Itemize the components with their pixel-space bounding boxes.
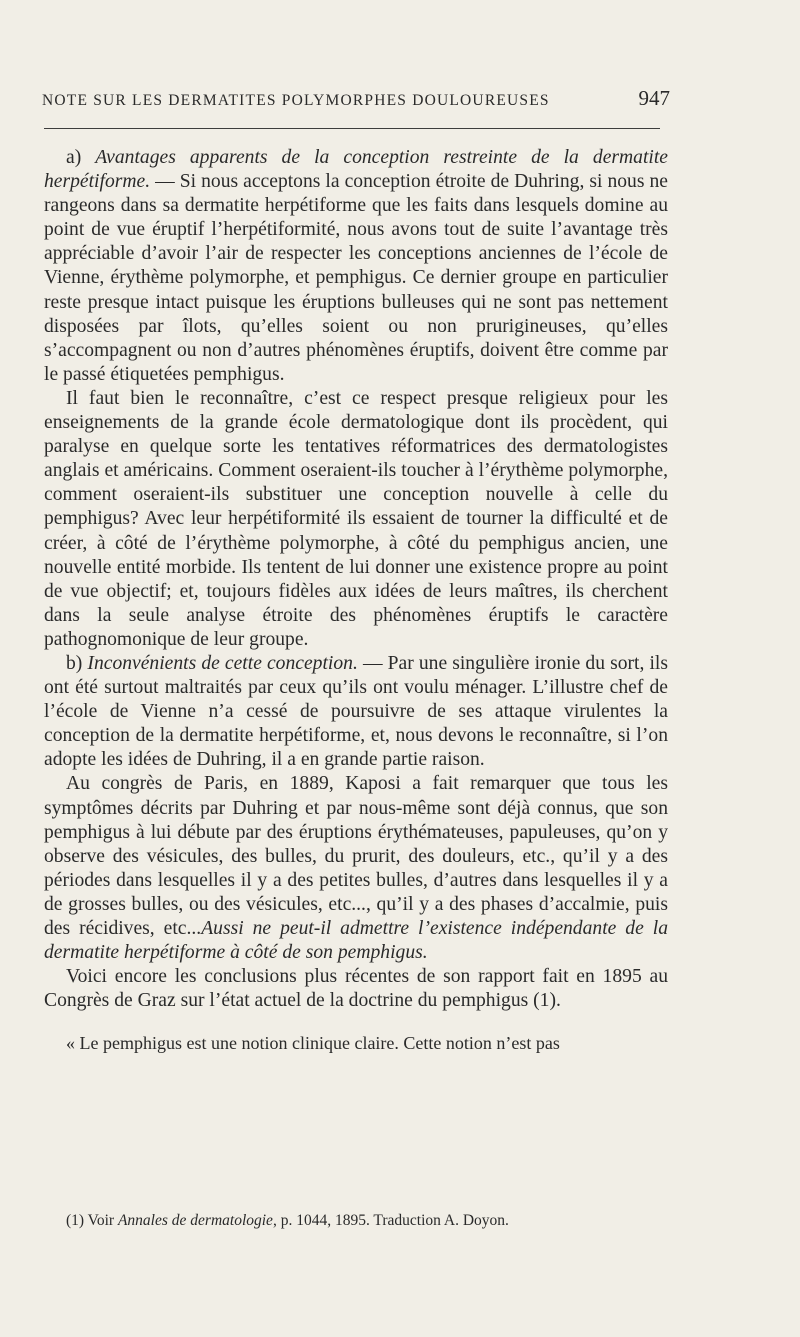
page-number: 947 bbox=[638, 86, 670, 110]
quotation: « Le pemphigus est une notion clinique claire. Cette notion n’est pas bbox=[66, 1033, 560, 1054]
footnote bbox=[66, 1212, 666, 1230]
paragraph-text: Il faut bien le reconnaître, c’est ce respect presque religieux pour les enseignements de la grande école dermatologique dont ils procèdent, qui paralyse en quelque sorte les tentatives réformatrices des dermatologistes anglais et américains. Comment oseraient-ils toucher à l’érythème polymorphe, comment oseraient-ils substituer une conception nouvelle à celle du pemphigus? Avec leur herpétiformité ils essaient de tourner la difficulté et de créer, à côté de l’érythème polymorphe, à côté du pemphigus ancien, une nouvelle entité morbide. Ils tentent de lui donner une existence propre au point de vue objectif; et, toujours fidèles aux idées de leurs maîtres, ils cherchent dans la seule analyse étroite des phénomènes éruptifs le caractère pathognomonique de leur groupe. bbox=[44, 387, 668, 650]
page-header bbox=[42, 86, 670, 111]
paragraph-italic-tail: Aussi ne peut-il admettre l’existence indépendante de la dermatite herpétiforme à côté de son pemphigus. bbox=[44, 918, 668, 964]
paragraph-graz bbox=[44, 965, 668, 1013]
paragraph-text: Voici encore les conclusions plus récentes de son rapport fait en 1895 au Congrès de Graz sur l’état actuel de la doctrine du pemphigus (1). bbox=[44, 966, 668, 1012]
section-heading-b: Inconvénients de cette conception. bbox=[87, 652, 358, 674]
paragraph-congres-paris bbox=[44, 772, 668, 965]
running-title: NOTE SUR LES DERMATITES POLYMORPHES DOULOUREUSES bbox=[42, 92, 550, 109]
paragraph-lead: b) bbox=[66, 652, 88, 674]
paragraph-text: Au congrès de Paris, en 1889, Kaposi a fait remarquer que tous les symptômes décrits par Duhring et par nous-même sont déjà connus, que son pemphigus à lui débute par des éruptions érythémateuses, papuleuses, qu’on y observe des vésicules, des bulles, du prurit, des douleurs, etc., qu’il y a des périodes dans lesquelles il y a des petites bulles, d’autres dans lesquelles il y a de grosses bulles, ou des vésicules, etc..., qu’il y a des phases d’accalmie, puis des récidives, etc... bbox=[44, 773, 668, 939]
paragraph-text: — Si nous acceptons la conception étroite de Duhring, si nous ne rangeons dans sa dermatite herpétiforme que les faits dans lesquels domine au point de vue éruptif l’herpétiformité, nous avons tout de suite l’avantage très appréciable d’avoir l’air de respecter les conceptions anciennes de l’école de Vienne, érythème polymorphe, et pemphigus. Ce dernier groupe en particulier reste presque intact puisque les éruptions bulleuses qui ne sont pas nettement disposées par îlots, qu’elles soient ou non prurigineuses, qu’elles s’accompagnent ou non d’autres phénomènes éruptifs, doivent être comme par le passé étiquetées pemphigus. bbox=[44, 171, 668, 385]
section-heading-a: Avantages apparents de la conception restreinte de la dermatite herpétiforme. bbox=[44, 147, 668, 193]
header-rule bbox=[44, 128, 660, 129]
footnote-rest: , p. 1044, 1895. Traduction A. Doyon. bbox=[272, 1212, 509, 1229]
paragraph-advantages bbox=[44, 146, 668, 387]
paragraph-respect bbox=[44, 387, 668, 652]
paragraph-text: — Par une singulière ironie du sort, ils ont été surtout maltraités par ceux qu’ils ont voulu ménager. L’illustre chef de l’école de Vienne n’a cessé de poursuivre de ses attaque virulentes la conception de la dermatite herpétiforme, et, nous devons le reconnaître, si l’on adopte les idées de Duhring, il a en grande partie raison. bbox=[44, 652, 668, 771]
body-text bbox=[44, 146, 668, 1055]
paragraph-inconvenients bbox=[44, 652, 668, 772]
paragraph-lead: a) bbox=[66, 147, 96, 168]
footnote-source: Annales de dermatologie bbox=[117, 1212, 273, 1229]
footnote-mark: (1) Voir bbox=[66, 1212, 118, 1229]
